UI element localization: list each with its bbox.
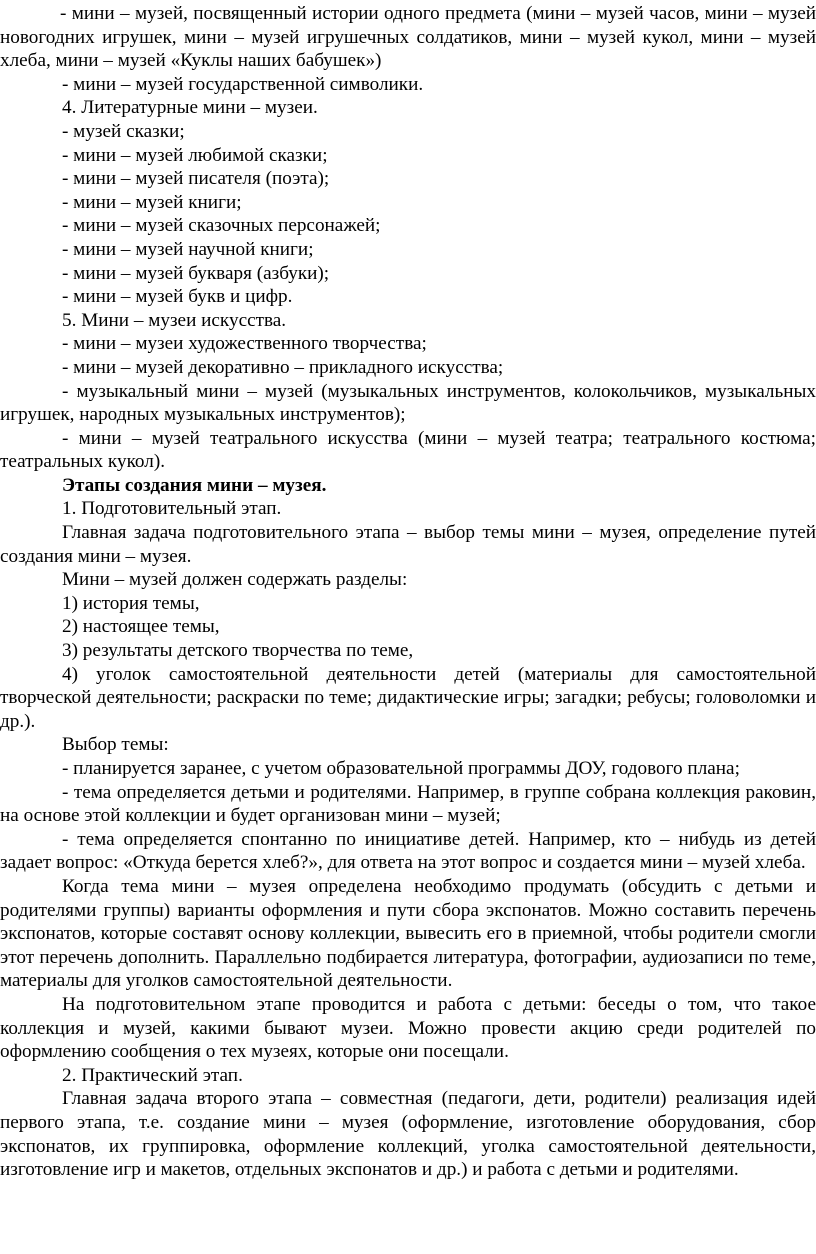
paragraph-museum-one-object: - мини – музей, посвященный истории одного предмета (мини – музей часов, мини – музей новогодних игрушек, мини – музей игрушечных солдатиков, мини – музей кукол, мини – музей хлеба, мини – музей «Куклы наших бабушек»): [0, 3, 816, 72]
list-item: - мини – музей сказочных персонажей;: [62, 215, 381, 237]
paragraph-second-stage-task: Главная задача второго этапа – совместная (педагоги, дети, родители) реализация идей первого этапа, т.е. создание мини – музея (оформление, изготовление оборудования, сбор экспонатов, их группировка, оформление коллекций, уголка самостоятельной деятельности, изготовление игр и макетов, отдельных экспонатов и др.) и работа с детьми и родителями.: [0, 1088, 816, 1181]
paragraph-theme-choice: Выбор темы:: [62, 734, 169, 756]
list-item: - тема определяется спонтанно по инициативе детей. Например, кто – нибудь из детей задает вопрос: «Откуда берется хлеб?», для ответа на этот вопрос и создается мини – музей хлеба.: [0, 828, 816, 874]
list-item: - мини – музей любимой сказки;: [62, 144, 328, 166]
list-item: - планируется заранее, с учетом образовательной программы ДОУ, годового плана;: [62, 758, 740, 779]
list-item: 1) история темы,: [62, 592, 200, 614]
list-item: - мини – музей театрального искусства (мини – музей театра; театрального костюма; театральных кукол).: [0, 427, 816, 473]
paragraph-work-with-children: На подготовительном этапе проводится и работа с детьми: беседы о том, что такое коллекция и музей, какими бывают музеи. Можно провести акцию среди родителей по оформлению сообщения о тех музеях, которые они посещали.: [0, 993, 816, 1063]
list-item: - мини – музей букваря (азбуки);: [62, 262, 330, 284]
list-item: - музей сказки;: [62, 120, 185, 142]
paragraph-state-symbols: - мини – музей государственной символики.: [62, 73, 424, 95]
stage-heading-preparatory: 1. Подготовительный этап.: [62, 498, 282, 520]
list-item: - тема определяется детьми и родителями. Например, в группе собрана коллекция раковин, на основе этой коллекции и будет организован мини – музей;: [0, 781, 816, 827]
section-heading-stages: Этапы создания мини – музея.: [62, 474, 327, 496]
stage-heading-practical: 2. Практический этап.: [62, 1064, 243, 1086]
list-item: 3) результаты детского творчества по теме,: [62, 640, 414, 662]
list-item: - мини – музей писателя (поэта);: [62, 168, 330, 190]
list-item: - мини – музей книги;: [62, 191, 242, 213]
heading-literary-museums: 4. Литературные мини – музеи.: [62, 97, 318, 119]
heading-art-museums: 5. Мини – музеи искусства.: [62, 309, 287, 331]
list-item: - мини – музей декоративно – прикладного искусства;: [62, 356, 504, 378]
list-item: 4) уголок самостоятельной деятельности детей (материалы для самостоятельной творческой деятельности; раскраски по теме; дидактические игры; загадки; ребусы; головоломки и др.).: [0, 663, 816, 732]
list-item: 2) настоящее темы,: [62, 616, 220, 638]
paragraph-theme-defined: Когда тема мини – музея определена необходимо продумать (обсудить с детьми и родителями группы) варианты оформления и пути сбора экспонатов. Можно составить перечень экспонатов, которые составят основу коллекции, вывесить его в приемной, чтобы родители смогли этот перечень дополнить. Параллельно подбирается литература, фотографии, аудиозаписи по теме, материалы для уголков самостоятельной деятельности.: [0, 875, 816, 992]
list-item: - музыкальный мини – музей (музыкальных инструментов, колокольчиков, музыкальных игрушек, народных музыкальных инструментов);: [0, 380, 816, 426]
paragraph-sections-intro: Мини – музей должен содержать разделы:: [62, 569, 408, 591]
list-item: - мини – музей букв и цифр.: [62, 286, 293, 308]
list-item: - мини – музеи художественного творчества;: [62, 333, 427, 355]
paragraph-main-task: Главная задача подготовительного этапа – выбор темы мини – музея, определение путей создания мини – музея.: [0, 522, 816, 567]
list-item: - мини – музей научной книги;: [62, 238, 314, 260]
